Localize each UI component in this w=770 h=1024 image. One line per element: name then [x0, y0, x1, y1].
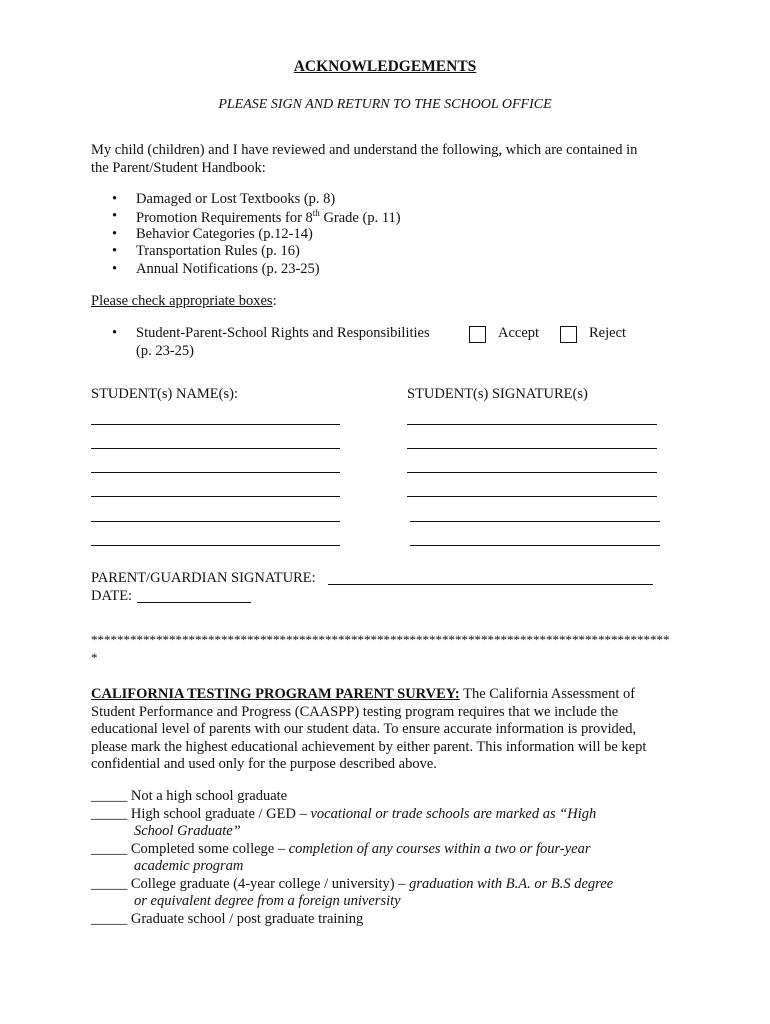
parent-signature-label: PARENT/GUARDIAN SIGNATURE:	[91, 570, 316, 586]
option-note-continued: or equivalent degree from a foreign university	[134, 893, 401, 909]
reject-checkbox[interactable]	[560, 326, 577, 343]
date-label: DATE:	[91, 588, 133, 604]
rights-item-line-2: (p. 23-25)	[136, 343, 194, 359]
student-names-label: STUDENT(s) NAME(s):	[91, 386, 238, 402]
option-note-continued: academic program	[134, 858, 244, 874]
bullet: •	[112, 226, 118, 242]
student-signatures-label: STUDENT(s) SIGNATURE(s)	[407, 386, 588, 402]
page-title: ACKNOWLEDGEMENTS	[293, 58, 477, 75]
student-signature-line[interactable]	[410, 521, 660, 522]
student-signature-line[interactable]	[410, 545, 660, 546]
student-name-line[interactable]	[91, 448, 340, 449]
list-item: Behavior Categories (p.12-14)	[136, 226, 313, 242]
student-name-line[interactable]	[91, 521, 340, 522]
star-divider-tail: *	[91, 650, 98, 665]
student-signature-line[interactable]	[407, 472, 657, 473]
student-signature-line[interactable]	[407, 424, 657, 425]
reject-label: Reject	[589, 325, 627, 341]
rights-item-line-1: Student-Parent-School Rights and Responsibilities	[136, 325, 430, 341]
option-blank[interactable]: _____	[91, 806, 128, 822]
student-name-line[interactable]	[91, 472, 340, 473]
survey-option-5[interactable]	[91, 911, 363, 928]
list-item-text: Promotion Requirements for 8	[136, 209, 313, 226]
option-text: Not a high school graduate	[127, 788, 288, 804]
survey-text: The California Assessment of	[459, 686, 636, 702]
survey-intro-line-1	[91, 686, 635, 703]
list-item: Damaged or Lost Textbooks (p. 8)	[136, 191, 336, 207]
check-heading	[91, 293, 277, 310]
accept-checkbox[interactable]	[469, 326, 486, 343]
student-signature-line[interactable]	[407, 496, 657, 497]
student-name-line[interactable]	[91, 545, 340, 546]
option-blank[interactable]: _____	[91, 788, 128, 804]
bullet: •	[112, 191, 118, 207]
check-heading-text: Please check appropriate boxes	[91, 293, 273, 309]
superscript: th	[312, 208, 320, 218]
date-line[interactable]	[137, 602, 251, 603]
bullet: •	[112, 243, 118, 259]
option-text: High school graduate / GED –	[127, 806, 311, 822]
colon: :	[272, 293, 277, 309]
page-subtitle: PLEASE SIGN AND RETURN TO THE SCHOOL OFFICE	[218, 97, 552, 112]
parent-signature-line[interactable]	[328, 584, 653, 585]
intro-line-2: the Parent/Student Handbook:	[91, 160, 266, 176]
bullet: •	[112, 325, 118, 341]
survey-option-1[interactable]	[91, 788, 287, 805]
bullet: •	[112, 208, 118, 224]
accept-label: Accept	[498, 325, 540, 341]
option-note: completion of any courses within a two or four-year	[288, 841, 591, 857]
student-signature-line[interactable]	[407, 448, 657, 449]
survey-option-4[interactable]	[91, 876, 613, 893]
survey-intro-line-4: please mark the highest educational achievement by either parent. This information will be kept	[91, 739, 647, 755]
bullet: •	[112, 261, 118, 277]
option-blank[interactable]: _____	[91, 841, 128, 857]
intro-line-1: My child (children) and I have reviewed and understand the following, which are contained in	[91, 142, 638, 158]
option-text: Graduate school / post graduate training	[127, 911, 364, 927]
option-note-continued: School Graduate”	[134, 823, 241, 839]
survey-heading: CALIFORNIA TESTING PROGRAM PARENT SURVEY:	[91, 686, 460, 702]
star-divider: *****************************************************************************************	[91, 632, 670, 647]
option-note: graduation with B.A. or B.S degree	[409, 876, 614, 892]
survey-intro-line-5: confidential and used only for the purpose described above.	[91, 756, 437, 772]
option-text: Completed some college –	[127, 841, 289, 857]
survey-option-3[interactable]	[91, 841, 591, 858]
survey-intro-line-2: Student Performance and Progress (CAASPP) testing program requires that we include the	[91, 704, 619, 720]
option-note: vocational or trade schools are marked as “High	[310, 806, 597, 822]
list-item: Annual Notifications (p. 23-25)	[136, 261, 320, 277]
survey-option-2[interactable]	[91, 806, 596, 823]
student-name-line[interactable]	[91, 424, 340, 425]
student-name-line[interactable]	[91, 496, 340, 497]
option-blank[interactable]: _____	[91, 876, 128, 892]
option-text: College graduate (4-year college / university) –	[127, 876, 410, 892]
list-item: Transportation Rules (p. 16)	[136, 243, 300, 259]
option-blank[interactable]: _____	[91, 911, 128, 927]
survey-intro-line-3: educational level of parents with our student data. To ensure accurate information is provided,	[91, 721, 637, 737]
list-item-text: Grade (p. 11)	[319, 209, 401, 226]
list-item	[136, 208, 401, 227]
